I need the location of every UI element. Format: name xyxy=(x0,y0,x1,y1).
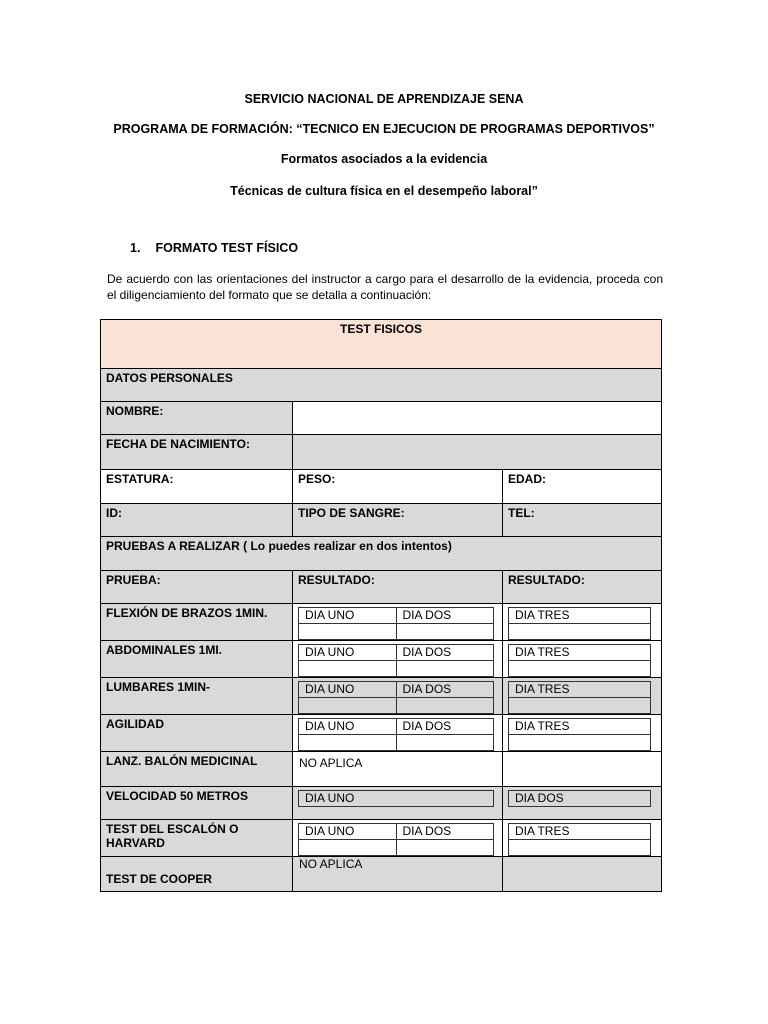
table-title: TEST FISICOS xyxy=(101,320,662,369)
day-three-input[interactable] xyxy=(509,624,650,639)
velocidad-day1-box[interactable] xyxy=(298,790,494,807)
escalon-label-text: TEST DEL ESCALÓN O xyxy=(106,822,239,836)
resultado-header: RESULTADO: xyxy=(293,571,503,604)
day-two-input[interactable] xyxy=(396,661,494,676)
balon-label: LANZ. BALÓN MEDICINAL xyxy=(101,752,293,787)
tel-label[interactable]: TEL: xyxy=(503,504,662,537)
balon-result-cell[interactable] xyxy=(503,752,662,787)
day-one-input[interactable] xyxy=(299,840,396,855)
table-row xyxy=(101,715,662,752)
day-one-label: DIA UNO xyxy=(305,791,355,805)
day-three-input[interactable] xyxy=(509,661,650,676)
day-two-input[interactable] xyxy=(396,840,494,855)
escalon-day3-box[interactable] xyxy=(508,823,651,856)
peso-label[interactable]: PESO: xyxy=(293,470,503,504)
flexion-result-box[interactable] xyxy=(298,607,494,640)
day-three-label: DIA TRES xyxy=(515,824,570,838)
header-institution: SERVICIO NACIONAL DE APRENDIZAJE SENA xyxy=(244,92,524,106)
day-two-input[interactable] xyxy=(396,735,494,750)
day-one-input[interactable] xyxy=(299,624,396,639)
agilidad-result-box[interactable] xyxy=(298,718,494,751)
table-title-row xyxy=(101,320,662,369)
prueba-header: PRUEBA: xyxy=(101,571,293,604)
section-number: 1. xyxy=(130,241,141,255)
day-one-label: DIA UNO xyxy=(305,719,355,733)
day-two-label: DIA DOS xyxy=(396,824,494,839)
table-row xyxy=(101,537,662,571)
section-title xyxy=(130,241,298,255)
nombre-field[interactable] xyxy=(293,402,662,435)
physical-test-table xyxy=(100,319,662,892)
escalon-label-line2: HARVARD xyxy=(106,836,165,850)
lumbares-day3-box[interactable] xyxy=(508,681,651,714)
fecha-nacimiento-label: FECHA DE NACIMIENTO: xyxy=(101,435,293,470)
day-one-label: DIA UNO xyxy=(305,682,355,696)
id-label[interactable]: ID: xyxy=(101,504,293,537)
tipo-sangre-label[interactable]: TIPO DE SANGRE: xyxy=(293,504,503,537)
day-one-label: DIA UNO xyxy=(305,608,355,622)
estatura-label[interactable]: ESTATURA: xyxy=(101,470,293,504)
day-one-input[interactable] xyxy=(299,698,396,713)
section-intro: De acuerdo con las orientaciones del instructor a cargo para el desarrollo de la evidencia, proceda con el diligenciamiento del formato que se detalla a continuación: xyxy=(107,272,663,302)
pruebas-note: ( Lo puedes realizar en dos intentos) xyxy=(243,539,452,553)
day-one-input[interactable] xyxy=(299,735,396,750)
table-row xyxy=(101,678,662,715)
nombre-label: NOMBRE: xyxy=(101,402,293,435)
day-two-input[interactable] xyxy=(396,698,494,713)
table-row xyxy=(101,641,662,678)
day-two-label: DIA DOS xyxy=(396,608,494,623)
day-one-input[interactable] xyxy=(299,661,396,676)
day-three-label: DIA TRES xyxy=(515,719,570,733)
day-one-label: DIA UNO xyxy=(305,824,355,838)
table-row xyxy=(101,787,662,820)
table-row xyxy=(101,504,662,537)
table-row xyxy=(101,820,662,857)
table-row xyxy=(101,435,662,470)
abdominales-label: ABDOMINALES 1MI. xyxy=(101,641,293,678)
velocidad-label: VELOCIDAD 50 METROS xyxy=(101,787,293,820)
velocidad-day2-box[interactable] xyxy=(508,790,651,807)
day-two-input[interactable] xyxy=(396,624,494,639)
day-three-label: DIA TRES xyxy=(515,682,570,696)
table-row xyxy=(101,857,662,892)
table-row xyxy=(101,369,662,402)
cooper-no-aplica: NO APLICA xyxy=(293,857,503,892)
day-two-label: DIA DOS xyxy=(396,682,494,697)
abdominales-day3-box[interactable] xyxy=(508,644,651,677)
header-program: PROGRAMA DE FORMACIÓN: “TECNICO EN EJECUCION DE PROGRAMAS DEPORTIVOS” xyxy=(113,122,655,136)
header-formats: Formatos asociados a la evidencia xyxy=(280,152,488,166)
day-two-label: DIA DOS xyxy=(515,791,564,805)
flexion-day3-box[interactable] xyxy=(508,607,651,640)
day-three-input[interactable] xyxy=(509,735,650,750)
lumbares-result-box[interactable] xyxy=(298,681,494,714)
agilidad-day3-box[interactable] xyxy=(508,718,651,751)
datos-personales-label: DATOS PERSONALES xyxy=(101,369,662,402)
table-row xyxy=(101,571,662,604)
cooper-result-cell[interactable] xyxy=(503,857,662,892)
edad-label[interactable]: EDAD: xyxy=(503,470,662,504)
day-two-label: DIA DOS xyxy=(396,645,494,660)
day-two-label: DIA DOS xyxy=(396,719,494,734)
header-evidence: Técnicas de cultura física en el desempeño laboral” xyxy=(230,184,538,198)
day-three-input[interactable] xyxy=(509,698,650,713)
pruebas-realizar-label xyxy=(101,537,662,571)
day-one-label: DIA UNO xyxy=(305,645,355,659)
day-three-label: DIA TRES xyxy=(515,608,570,622)
escalon-label xyxy=(101,820,293,857)
day-three-input[interactable] xyxy=(509,840,650,855)
table-row xyxy=(101,752,662,787)
section-title-text: FORMATO TEST FÍSICO xyxy=(155,241,299,255)
fecha-nacimiento-field[interactable] xyxy=(293,435,662,470)
table-row xyxy=(101,470,662,504)
cooper-label: TEST DE COOPER xyxy=(101,857,293,892)
table-row xyxy=(101,402,662,435)
resultado-header-2: RESULTADO: xyxy=(503,571,662,604)
day-three-label: DIA TRES xyxy=(515,645,570,659)
table-row xyxy=(101,604,662,641)
escalon-result-box[interactable] xyxy=(298,823,494,856)
escalon-label-line1 xyxy=(106,822,287,836)
lumbares-label: LUMBARES 1MIN- xyxy=(101,678,293,715)
agilidad-label: AGILIDAD xyxy=(101,715,293,752)
pruebas-realizar-text: PRUEBAS A REALIZAR xyxy=(106,539,240,553)
abdominales-result-box[interactable] xyxy=(298,644,494,677)
flexion-label: FLEXIÓN DE BRAZOS 1MIN. xyxy=(101,604,293,641)
balon-no-aplica: NO APLICA xyxy=(293,752,503,787)
